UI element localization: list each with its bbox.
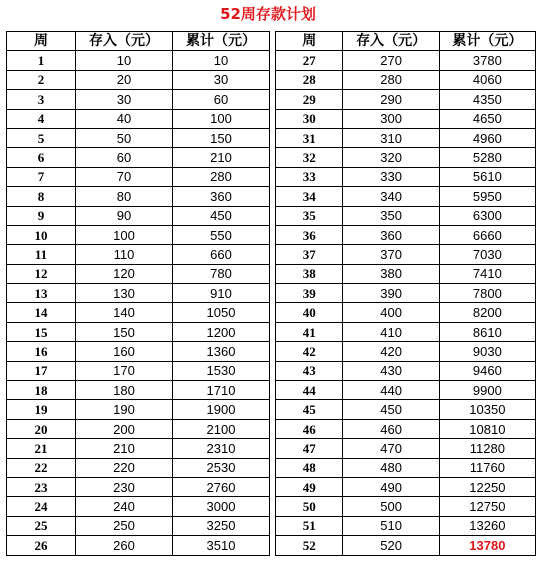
- deposit-cell: 430: [343, 361, 439, 380]
- total-cell: 13780: [439, 536, 535, 555]
- week-cell: 24: [7, 497, 76, 516]
- total-cell: 7800: [439, 284, 535, 303]
- table-row: [276, 70, 536, 89]
- total-cell: 13260: [439, 516, 535, 535]
- deposit-cell: 380: [343, 264, 439, 283]
- deposit-cell: 410: [343, 322, 439, 341]
- total-cell: 10810: [439, 419, 535, 438]
- total-cell: 5610: [439, 167, 535, 186]
- total-cell: 9460: [439, 361, 535, 380]
- table-row: [7, 206, 270, 225]
- table-row: [276, 516, 536, 535]
- table-row: [7, 516, 270, 535]
- header-deposit: 存入（元）: [343, 32, 439, 51]
- week-cell: 15: [7, 322, 76, 341]
- week-cell: 7: [7, 167, 76, 186]
- total-cell: 210: [173, 148, 270, 167]
- table-row: [7, 245, 270, 264]
- total-cell: 1360: [173, 342, 270, 361]
- page-title: 52周存款计划: [220, 5, 316, 23]
- deposit-cell: 260: [76, 536, 173, 555]
- deposit-cell: 110: [76, 245, 173, 264]
- week-cell: 19: [7, 400, 76, 419]
- savings-table-left: [6, 31, 270, 556]
- total-cell: 9030: [439, 342, 535, 361]
- table-row: [7, 51, 270, 70]
- total-cell: 3000: [173, 497, 270, 516]
- table-row: [276, 225, 536, 244]
- week-cell: 41: [276, 322, 343, 341]
- total-cell: 9900: [439, 381, 535, 400]
- week-cell: 38: [276, 264, 343, 283]
- week-cell: 23: [7, 477, 76, 496]
- table-body-left: [7, 51, 270, 555]
- table-row: [7, 264, 270, 283]
- total-cell: 3510: [173, 536, 270, 555]
- deposit-cell: 280: [343, 70, 439, 89]
- week-cell: 28: [276, 70, 343, 89]
- deposit-cell: 50: [76, 128, 173, 147]
- total-cell: 4060: [439, 70, 535, 89]
- deposit-cell: 230: [76, 477, 173, 496]
- table-row: [276, 342, 536, 361]
- table-row: [7, 284, 270, 303]
- deposit-cell: 130: [76, 284, 173, 303]
- week-cell: 10: [7, 225, 76, 244]
- deposit-cell: 190: [76, 400, 173, 419]
- total-cell: 10: [173, 51, 270, 70]
- table-row: [276, 51, 536, 70]
- week-cell: 34: [276, 187, 343, 206]
- week-cell: 22: [7, 458, 76, 477]
- week-cell: 16: [7, 342, 76, 361]
- week-cell: 33: [276, 167, 343, 186]
- deposit-cell: 490: [343, 477, 439, 496]
- table-header-row: [7, 32, 270, 51]
- deposit-cell: 290: [343, 90, 439, 109]
- total-cell: 4650: [439, 109, 535, 128]
- week-cell: 17: [7, 361, 76, 380]
- total-cell: 6660: [439, 225, 535, 244]
- week-cell: 25: [7, 516, 76, 535]
- week-cell: 30: [276, 109, 343, 128]
- deposit-cell: 420: [343, 342, 439, 361]
- deposit-cell: 520: [343, 536, 439, 555]
- deposit-cell: 100: [76, 225, 173, 244]
- deposit-cell: 310: [343, 128, 439, 147]
- total-cell: 3780: [439, 51, 535, 70]
- deposit-cell: 80: [76, 187, 173, 206]
- table-row: [276, 419, 536, 438]
- table-row: [276, 400, 536, 419]
- table-row: [276, 187, 536, 206]
- week-cell: 46: [276, 419, 343, 438]
- table-row: [276, 264, 536, 283]
- total-cell: 4960: [439, 128, 535, 147]
- deposit-cell: 70: [76, 167, 173, 186]
- table-row: [7, 497, 270, 516]
- deposit-cell: 160: [76, 342, 173, 361]
- deposit-cell: 150: [76, 322, 173, 341]
- deposit-cell: 10: [76, 51, 173, 70]
- table-row: [276, 497, 536, 516]
- total-cell: 2760: [173, 477, 270, 496]
- week-cell: 39: [276, 284, 343, 303]
- week-cell: 27: [276, 51, 343, 70]
- table-row: [276, 167, 536, 186]
- week-cell: 51: [276, 516, 343, 535]
- total-cell: 360: [173, 187, 270, 206]
- table-row: [276, 458, 536, 477]
- table-row: [7, 361, 270, 380]
- deposit-cell: 370: [343, 245, 439, 264]
- week-cell: 29: [276, 90, 343, 109]
- total-cell: 1530: [173, 361, 270, 380]
- table-row: [276, 439, 536, 458]
- deposit-cell: 500: [343, 497, 439, 516]
- total-cell: 30: [173, 70, 270, 89]
- week-cell: 42: [276, 342, 343, 361]
- deposit-cell: 180: [76, 381, 173, 400]
- total-cell: 780: [173, 264, 270, 283]
- savings-table-right: [275, 31, 536, 556]
- deposit-cell: 320: [343, 148, 439, 167]
- week-cell: 1: [7, 51, 76, 70]
- week-cell: 32: [276, 148, 343, 167]
- deposit-cell: 60: [76, 148, 173, 167]
- table-row: [7, 400, 270, 419]
- table-row: [276, 361, 536, 380]
- deposit-cell: 120: [76, 264, 173, 283]
- deposit-cell: 40: [76, 109, 173, 128]
- deposit-cell: 450: [343, 400, 439, 419]
- week-cell: 47: [276, 439, 343, 458]
- total-cell: 2310: [173, 439, 270, 458]
- week-cell: 6: [7, 148, 76, 167]
- total-cell: 910: [173, 284, 270, 303]
- week-cell: 13: [7, 284, 76, 303]
- header-deposit: 存入（元）: [76, 32, 173, 51]
- table-row: [7, 439, 270, 458]
- deposit-cell: 390: [343, 284, 439, 303]
- deposit-cell: 30: [76, 90, 173, 109]
- total-cell: 660: [173, 245, 270, 264]
- week-cell: 11: [7, 245, 76, 264]
- week-cell: 31: [276, 128, 343, 147]
- table-row: [7, 458, 270, 477]
- week-cell: 36: [276, 225, 343, 244]
- total-cell: 1050: [173, 303, 270, 322]
- week-cell: 9: [7, 206, 76, 225]
- table-row: [7, 536, 270, 555]
- table-row: [7, 322, 270, 341]
- deposit-cell: 400: [343, 303, 439, 322]
- week-cell: 18: [7, 381, 76, 400]
- week-cell: 43: [276, 361, 343, 380]
- table-row: [276, 148, 536, 167]
- table-row: [276, 109, 536, 128]
- deposit-cell: 270: [343, 51, 439, 70]
- table-row: [276, 90, 536, 109]
- week-cell: 48: [276, 458, 343, 477]
- total-cell: 100: [173, 109, 270, 128]
- table-row: [276, 477, 536, 496]
- deposit-cell: 330: [343, 167, 439, 186]
- total-cell: 11760: [439, 458, 535, 477]
- table-row: [7, 109, 270, 128]
- total-cell: 10350: [439, 400, 535, 419]
- deposit-cell: 340: [343, 187, 439, 206]
- week-cell: 37: [276, 245, 343, 264]
- header-total: 累计（元）: [439, 32, 535, 51]
- deposit-cell: 170: [76, 361, 173, 380]
- total-cell: 7030: [439, 245, 535, 264]
- total-cell: 3250: [173, 516, 270, 535]
- total-cell: 6300: [439, 206, 535, 225]
- table-row: [276, 206, 536, 225]
- total-cell: 2530: [173, 458, 270, 477]
- table-row: [7, 128, 270, 147]
- deposit-cell: 140: [76, 303, 173, 322]
- table-row: [7, 90, 270, 109]
- total-cell: 4350: [439, 90, 535, 109]
- table-row: [7, 419, 270, 438]
- week-cell: 2: [7, 70, 76, 89]
- total-cell: 12250: [439, 477, 535, 496]
- table-row: [276, 536, 536, 555]
- week-cell: 35: [276, 206, 343, 225]
- header-week: 周: [7, 32, 76, 51]
- deposit-cell: 350: [343, 206, 439, 225]
- deposit-cell: 90: [76, 206, 173, 225]
- week-cell: 50: [276, 497, 343, 516]
- total-cell: 450: [173, 206, 270, 225]
- week-cell: 26: [7, 536, 76, 555]
- total-cell: 5950: [439, 187, 535, 206]
- week-cell: 20: [7, 419, 76, 438]
- week-cell: 8: [7, 187, 76, 206]
- header-total: 累计（元）: [173, 32, 270, 51]
- deposit-cell: 300: [343, 109, 439, 128]
- header-week: 周: [276, 32, 343, 51]
- week-cell: 4: [7, 109, 76, 128]
- deposit-cell: 480: [343, 458, 439, 477]
- deposit-cell: 240: [76, 497, 173, 516]
- week-cell: 3: [7, 90, 76, 109]
- table-row: [7, 70, 270, 89]
- deposit-cell: 360: [343, 225, 439, 244]
- table-row: [276, 381, 536, 400]
- table-row: [276, 245, 536, 264]
- week-cell: 44: [276, 381, 343, 400]
- total-cell: 2100: [173, 419, 270, 438]
- table-row: [7, 187, 270, 206]
- table-row: [7, 477, 270, 496]
- week-cell: 21: [7, 439, 76, 458]
- deposit-cell: 250: [76, 516, 173, 535]
- deposit-cell: 210: [76, 439, 173, 458]
- week-cell: 12: [7, 264, 76, 283]
- total-cell: 8200: [439, 303, 535, 322]
- table-row: [7, 303, 270, 322]
- total-cell: 150: [173, 128, 270, 147]
- week-cell: 40: [276, 303, 343, 322]
- table-header-row: [276, 32, 536, 51]
- total-cell: 8610: [439, 322, 535, 341]
- table-row: [276, 303, 536, 322]
- total-cell: 12750: [439, 497, 535, 516]
- deposit-cell: 470: [343, 439, 439, 458]
- deposit-cell: 440: [343, 381, 439, 400]
- total-cell: 11280: [439, 439, 535, 458]
- table-row: [7, 342, 270, 361]
- deposit-cell: 20: [76, 70, 173, 89]
- week-cell: 52: [276, 536, 343, 555]
- table-row: [7, 167, 270, 186]
- week-cell: 5: [7, 128, 76, 147]
- deposit-cell: 220: [76, 458, 173, 477]
- table-row: [276, 128, 536, 147]
- total-cell: 550: [173, 225, 270, 244]
- total-cell: 5280: [439, 148, 535, 167]
- deposit-cell: 510: [343, 516, 439, 535]
- table-body-right: [276, 51, 536, 555]
- total-cell: 1200: [173, 322, 270, 341]
- deposit-cell: 460: [343, 419, 439, 438]
- week-cell: 49: [276, 477, 343, 496]
- week-cell: 14: [7, 303, 76, 322]
- deposit-cell: 200: [76, 419, 173, 438]
- table-row: [276, 284, 536, 303]
- total-cell: 1900: [173, 400, 270, 419]
- total-cell: 7410: [439, 264, 535, 283]
- table-row: [7, 148, 270, 167]
- total-cell: 60: [173, 90, 270, 109]
- total-cell: 1710: [173, 381, 270, 400]
- week-cell: 45: [276, 400, 343, 419]
- table-row: [276, 322, 536, 341]
- table-row: [7, 225, 270, 244]
- table-row: [7, 381, 270, 400]
- total-cell: 280: [173, 167, 270, 186]
